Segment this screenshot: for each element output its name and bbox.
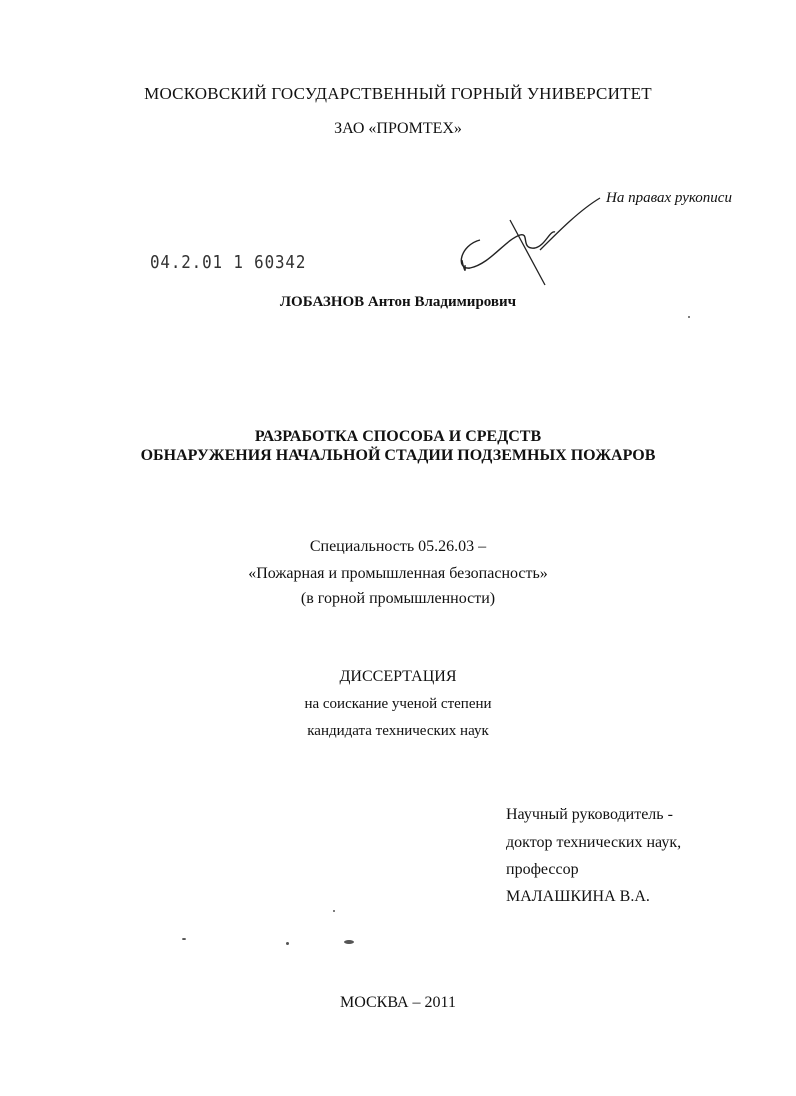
degree-line-2: кандидата технических наук — [307, 723, 489, 739]
thesis-title-line-1: РАЗРАБОТКА СПОСОБА И СРЕДСТВ — [254, 428, 542, 445]
degree-line-1: на соискание ученой степени — [304, 696, 492, 712]
scan-speck — [688, 316, 690, 318]
city-year: МОСКВА – 2011 — [340, 994, 456, 1011]
specialty-name: «Пожарная и промышленная безопасность» — [248, 565, 548, 582]
supervisor-title: профессор — [506, 861, 579, 878]
registration-stamp: 04.2.01 1 60342 — [150, 252, 307, 273]
specialty-branch: (в горной промышленности) — [300, 590, 496, 607]
company-name: ЗАО «ПРОМТЕХ» — [334, 120, 462, 137]
scan-speck — [333, 910, 335, 912]
rights-note: На правах рукописи — [606, 190, 732, 206]
scan-speck — [344, 940, 354, 944]
university-name: МОСКОВСКИЙ ГОСУДАРСТВЕННЫЙ ГОРНЫЙ УНИВЕРСИТЕТ — [144, 84, 652, 103]
thesis-title-line-2: ОБНАРУЖЕНИЯ НАЧАЛЬНОЙ СТАДИИ ПОДЗЕМНЫХ ПОЖАРОВ — [140, 447, 656, 464]
scan-speck — [286, 942, 289, 945]
author-name: ЛОБАЗНОВ Антон Владимирович — [279, 294, 517, 310]
supervisor-degree: доктор технических наук, — [506, 834, 682, 851]
scan-speck — [182, 938, 186, 940]
supervisor-role: Научный руководитель - — [506, 806, 673, 823]
specialty-code: Специальность 05.26.03 – — [309, 538, 487, 555]
supervisor-name: МАЛАШКИНА В.А. — [506, 888, 650, 905]
document-type: ДИССЕРТАЦИЯ — [339, 668, 457, 685]
signature-image — [450, 190, 610, 300]
